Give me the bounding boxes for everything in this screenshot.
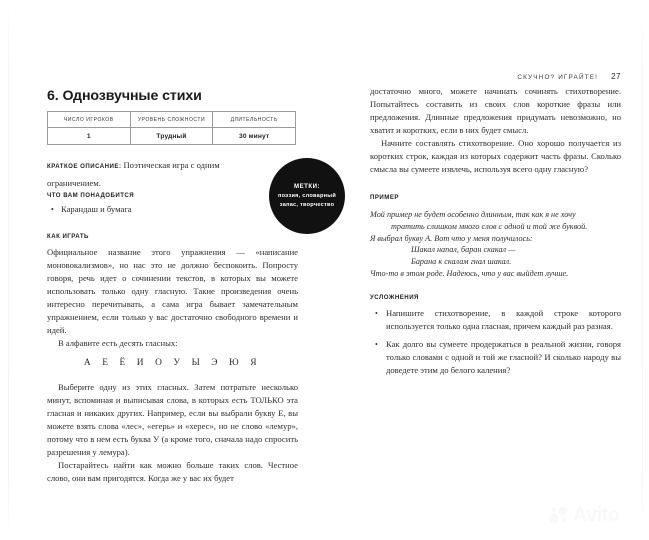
example-line-3: Я выбрал букву А. Вот что у меня получилось: bbox=[370, 233, 533, 243]
table-header-players: ЧИСЛО ИГРОКОВ bbox=[48, 112, 131, 128]
paragraph-how-1: Официальное название этого упражнения — «написание моновокализмов», но нас это не должно беспокоить. Попросту говоря, речь идет о сочинении текстов, в которых вы можете использовать только одну гласную. Такие произведения очень интересно перечитывать, а сама игра бывает замечательным упражнением, если только у вас достаточно свободного времени и идей. bbox=[47, 247, 298, 335]
brief-description-block bbox=[47, 155, 232, 191]
page-number: 27 bbox=[611, 72, 621, 81]
game-info-table bbox=[47, 111, 296, 145]
list-item: • Напишите стихотворение, в каждой строке которого используется только одна гласная, причем каждый раз разная. bbox=[370, 307, 621, 333]
page-edge-left bbox=[8, 0, 9, 540]
example-line-5: Барана к скалам гнал шакал. bbox=[411, 257, 512, 267]
table-header-difficulty: УРОВЕНЬ СЛОЖНОСТИ bbox=[130, 112, 213, 128]
example-poem-block bbox=[370, 209, 621, 280]
example-line-4: Шакал напал, баран скакал — bbox=[411, 245, 516, 255]
example-line-2: тратить слишком много слов с одной и той же буквой. bbox=[391, 221, 588, 231]
paragraph-continued-2: Начните составлять стихотворение. Оно хорошо получается из коротких строк, каждая из которых содержит часть фразы. Сколько смысла вы сумеете извлечь, используя всего одну гласную? bbox=[370, 138, 621, 174]
avito-watermark-text: Avito bbox=[573, 504, 620, 526]
right-page-column bbox=[370, 0, 621, 540]
what-you-need-list bbox=[47, 203, 232, 216]
continued-body bbox=[370, 85, 621, 176]
harder-variants-label: УСЛОЖНЕНИЯ bbox=[370, 294, 419, 301]
example-line-6: Что-то в этом роде. Надеюсь, что у вас выйдет лучше. bbox=[370, 268, 569, 278]
how-to-play-body-continued bbox=[47, 381, 298, 485]
table-row bbox=[48, 128, 296, 145]
paragraph-how-4: Постарайтесь найти как можно больше таких слов. Честное слово, они вам пригодятся. Когда же у вас их будет bbox=[47, 460, 298, 483]
running-header bbox=[517, 72, 621, 81]
table-cell-difficulty: Трудный bbox=[130, 128, 213, 145]
brief-description-label: КРАТКОЕ ОПИСАНИЕ: bbox=[47, 163, 122, 170]
list-item: • Как долго вы сумеете продержаться в реальной жизни, говоря только словами с одной и той же гласной? И сколько народу вы доведете этим до белого каления? bbox=[370, 338, 621, 377]
paragraph-how-3: Выберите одну из этих гласных. Затем потратьте несколько минут, вспоминая и выписывая слова, в которых есть ТОЛЬКО эта гласная и никаких других. Например, если вы выбрали букву Е, вы можете взять слова «лес», «егерь» и «херес», но не слово «лемур», потому что в нем есть буква У (а кроме того, сначала надо спросить разрешения у лемура). bbox=[47, 382, 298, 457]
vowels-display-line: А Е Ё И О У Ы Э Ю Я bbox=[83, 358, 262, 368]
table-header-row bbox=[48, 112, 296, 128]
what-you-need-label: ЧТО ВАМ ПОНАДОБИТСЯ bbox=[47, 192, 135, 199]
tags-badge bbox=[269, 158, 345, 234]
tags-badge-title: МЕТКИ: bbox=[294, 182, 320, 190]
page-title: 6. Однозвучные стихи bbox=[47, 87, 202, 104]
tags-badge-tags: поэзия, словарный запас, творчество bbox=[277, 193, 337, 209]
list-item: • Карандаш и бумага bbox=[47, 203, 232, 216]
paragraph-how-2: В алфавите есть десять гласных: bbox=[58, 338, 178, 348]
example-label: ПРИМЕР bbox=[370, 194, 399, 201]
harder-variants-list bbox=[370, 307, 621, 382]
example-line-1: Мой пример не будет особенно длинным, так как я не хочу bbox=[370, 210, 576, 219]
table-header-duration: ДЛИТЕЛЬНОСТЬ bbox=[213, 112, 296, 128]
table-cell-players: 1 bbox=[48, 128, 131, 145]
page-edge-right bbox=[642, 0, 643, 540]
brief-description-text: Поэтическая игра с одним ограничением. bbox=[47, 160, 220, 188]
paragraph-continued-1: достаточно много, можете начинать сочинять стихотворение. Попытайтесь составить из своих слов короткие фразы или предложения. Длинные предложения придумать невозможно, но хватит и коротких, если в них будет смысл. bbox=[370, 86, 621, 135]
table-cell-duration: 30 минут bbox=[213, 128, 296, 145]
running-header-title: СКУЧНО? ИГРАЙТЕ! bbox=[517, 74, 599, 81]
left-page-column bbox=[47, 0, 337, 540]
how-to-play-label: КАК ИГРАТЬ bbox=[47, 233, 89, 240]
how-to-play-body bbox=[47, 246, 298, 350]
